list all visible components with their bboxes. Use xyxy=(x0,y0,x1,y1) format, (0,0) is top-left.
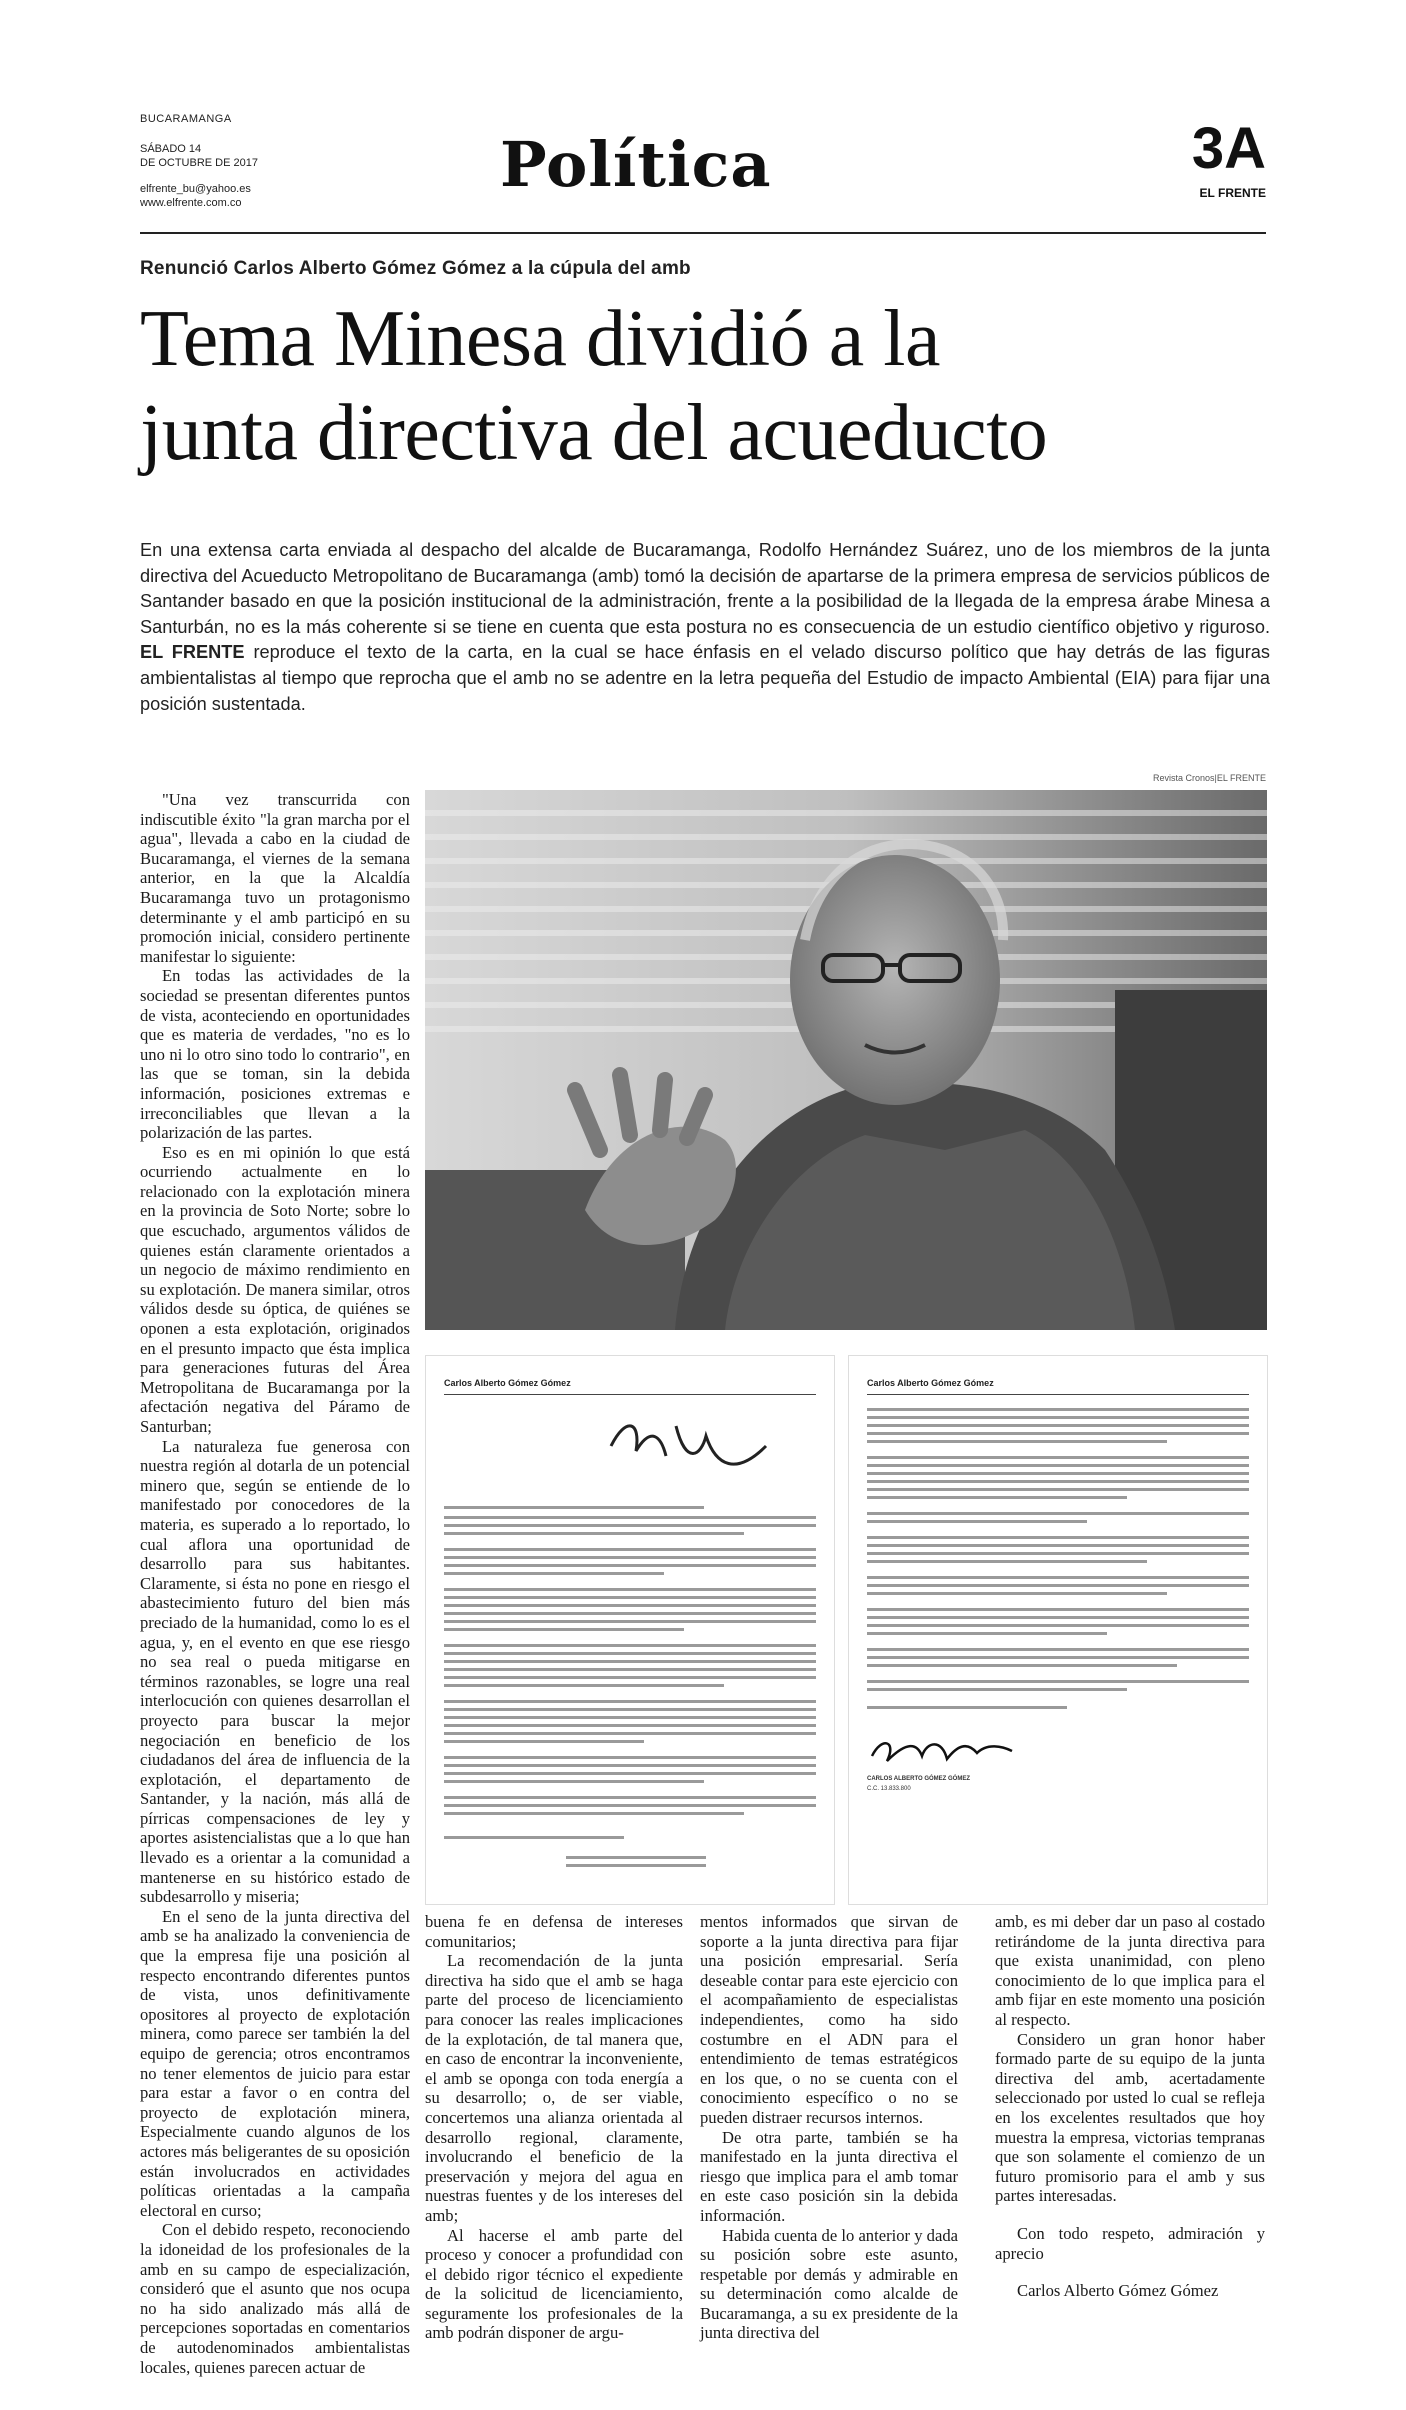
article-headline xyxy=(140,292,1280,480)
headline-line-2: junta directiva del acueducto xyxy=(140,389,1048,477)
paragraph: amb, es mi deber dar un paso al costado retirándome de la junta directiva para que exista unanimidad, con pleno conocimiento de lo que implica para el amb fijar en este momento una posición al respecto. xyxy=(995,1912,1265,2029)
paragraph: Eso es en mi opinión lo que está ocurriendo actualmente en lo relacionado con la explotación minera en la provincia de Soto Norte; sobre lo que escuchado, argumentos válidos de quienes están claramente orientados a un negocio de máximo rendimiento en su explotación. De manera similar, otros válidos desde su óptica, de quiénes se oponen a esta explotación, originados en el presunto impacto que ésta implica para generaciones futuras del Área Metropolitana de Bucaramanga por la afectación negativa del Páramo de Santurban; xyxy=(140,1142,410,1436)
paragraph: En todas las actividades de la sociedad se presentan diferentes puntos de vista, aconteciendo en oportunidades que es materia de verdades, "no es lo uno ni lo otro sino todo lo contrario", en las que se toman, sin la debida información, posiciones extremas e irreconciliables que llevan a la polarización de las partes. xyxy=(140,966,410,1143)
paragraph: Con el debido respeto, reconociendo la idoneidad de los profesionales de la amb en su campo de especialización, consideró que el asunto que nos ocupa no ha sido analizado más allá de percepciones soportadas en comentarios de autodenominados ambientalistas locales, quienes parecen actuar de xyxy=(140,2220,410,2377)
body-column-1 xyxy=(140,790,410,2377)
paragraph: De otra parte, también se ha manifestado en la junta directiva el riesgo que implica para el amb tomar en este caso posición sin la debida información. xyxy=(700,2127,958,2225)
headline-line-1: Tema Minesa dividió a la xyxy=(140,295,940,383)
letter-signer-id: C.C. 13.833.800 xyxy=(867,1786,911,1792)
paragraph: mentos informados que sirvan de soporte a la junta directiva para fijar una posición empresarial. Sería deseable contar para este ejercicio con el acompañamiento de especialistas independientes, como ha sido costumbre en el ADN para el entendimiento de temas estratégicos en los que, o no se cuenta con el conocimiento específico o no se pueden distraer recursos internos. xyxy=(700,1912,958,2127)
article-photo xyxy=(425,790,1267,1330)
paragraph: Habida cuenta de lo anterior y dada su posición sobre este asunto, respetable por demás y admirable en su determinación como alcalde de Bucaramanga, a su ex presidente de la junta directiva del xyxy=(700,2225,958,2343)
lede-brand: EL FRENTE xyxy=(140,642,245,663)
portrait-image xyxy=(425,790,1267,1330)
newspaper-brand: EL FRENTE xyxy=(1199,186,1266,200)
website-link: www.elfrente.com.co xyxy=(140,197,242,209)
lede-text-2: reproduce el texto de la carta, en la cual se hace énfasis en el velado discurso político que hay detrás de las figuras ambientalistas al tiempo que reprocha que el amb no se adentre en la letra pequeña del Estudio de impacto Ambiental (EIA) para fijar una posición sustentada. xyxy=(140,642,1270,714)
article-signature: Carlos Alberto Gómez Gómez xyxy=(1017,2281,1219,2301)
section-title: Política xyxy=(500,128,772,201)
paragraph: Considero un gran honor haber formado parte de su equipo de la junta directiva del amb, acertadamente seleccionado por usted lo cual se refleja en los excelentes resultados que hoy muestra la empresa, victorias tempranas que son solamente el comienzo de un futuro promisorio para el amb y sus partes interesadas. xyxy=(995,2029,1265,2206)
paragraph: La naturaleza fue generosa con nuestra región al dotarla de un potencial minero que, según se entiende de lo manifestado por conocedores de la materia, es superado a lo reportado, lo cual aflora una oportunidad de desarrollo para sus habitantes. Claramente, si ésta no pone en riesgo el abastecimiento futuro del bien más preciado de la humanidad, como lo es el agua, y, en el evento en que ese riesgo no sea real o pueda mitigarse en términos razonables, se logre una real interlocución con quienes desarrollan el proyecto para buscar la mejor negociación en beneficio de los ciudadanos del área de influencia de la explotación, el departamento de Santander, y la nación, más allá de pírricas compensaciones de ley y aportes asistencialistas que a lo que han llevado es a orientar a la comunidad a mantenerse en su histórico estado de subdesarrollo y miseria; xyxy=(140,1436,410,1907)
body-column-2 xyxy=(425,1912,683,2343)
paragraph: Con todo respeto, admiración y aprecio xyxy=(995,2223,1265,2263)
paragraph: Al hacerse el amb parte del proceso y conocer a profundidad con el debido rigor técnico el expediente de la solicitud de licenciamiento, seguramente los profesionales de la amb podrán disponer de argu- xyxy=(425,2225,683,2343)
city-label: BUCARAMANGA xyxy=(140,113,232,125)
letter-rule xyxy=(444,1394,816,1395)
article-kicker: Renunció Carlos Alberto Gómez Gómez a la cúpula del amb xyxy=(140,258,691,279)
paragraph: En el seno de la junta directiva del amb se ha analizado la conveniencia de que la empresa fije una posición al respecto encontrando diferentes puntos de vista, unos definitivamente opositores al proyecto de explotación minera, como parece ser también la del equipo de gerencia; otros encontramos no tener elementos de juicio para estar para estar a favor o en contra del proyecto de explotación minera, Especialmente cuando algunos de los actores más beligerantes de su oposición están involucrados en actividades políticas orientadas a la campaña electoral en curso; xyxy=(140,1906,410,2220)
photo-credit: Revista Cronos|EL FRENTE xyxy=(1152,773,1266,783)
paragraph: La recomendación de la junta directiva ha sido que el amb se haga parte del proceso de licenciamiento para conocer las reales implicaciones de la explotación, de tal manera que, en caso de encontrar la inconveniente, el amb se oponga con toda energía a su desarrollo; o, de ser viable, concertemos una alianza orientada al desarrollo regional, claramente, involucrando el beneficio de la preservación y mejora del agua en nuestras fuentes y de los intereses del amb; xyxy=(425,1951,683,2225)
letter-title: Carlos Alberto Gómez Gómez xyxy=(444,1378,571,1388)
body-column-4 xyxy=(995,1912,1265,2301)
signature-image xyxy=(867,1731,1017,1771)
article-lede xyxy=(140,538,1270,717)
letter-scan-page-2 xyxy=(848,1355,1268,1905)
paragraph: "Una vez transcurrida con indiscutible éxito "la gran marcha por el agua", llevada a cabo en la ciudad de Bucaramanga, el viernes de la semana anterior, en la que la Alcaldía Bucaramanga tuvo un protagonismo determinante y el amb participó en su promoción inicial, considero pertinente manifestar lo siguiente: xyxy=(140,790,410,966)
letter-rule-2 xyxy=(867,1394,1249,1395)
date-line-2: DE OCTUBRE DE 2017 xyxy=(140,157,258,169)
header-divider xyxy=(140,232,1266,234)
body-column-3 xyxy=(700,1912,958,2343)
handwritten-note xyxy=(606,1406,776,1496)
date-line-1: SÁBADO 14 xyxy=(140,143,202,155)
contact-email: elfrente_bu@yahoo.es xyxy=(140,183,251,195)
letter-signer-name: CARLOS ALBERTO GÓMEZ GÓMEZ xyxy=(867,1776,970,1782)
letter-title-2: Carlos Alberto Gómez Gómez xyxy=(867,1378,994,1388)
letter-scan-page-1 xyxy=(425,1355,835,1905)
lede-text-1: En una extensa carta enviada al despacho del alcalde de Bucaramanga, Rodolfo Hernández Suárez, uno de los miembros de la junta directiva del Acueducto Metropolitano de Bucaramanga (amb) tomó la decisión de apartarse de la primera empresa de servicios públicos de Santander basado en que la posición institucional de la administración, frente a la posibilidad de la llegada de la empresa árabe Minesa a Santurbán, no es la más coherente si se tiene en cuenta que esta postura no es consecuencia de un estudio científico objetivo y riguroso. xyxy=(140,540,1270,637)
paragraph: buena fe en defensa de intereses comunitarios; xyxy=(425,1912,683,1951)
page-number: 3A xyxy=(1191,116,1266,181)
masthead-info xyxy=(140,112,258,210)
